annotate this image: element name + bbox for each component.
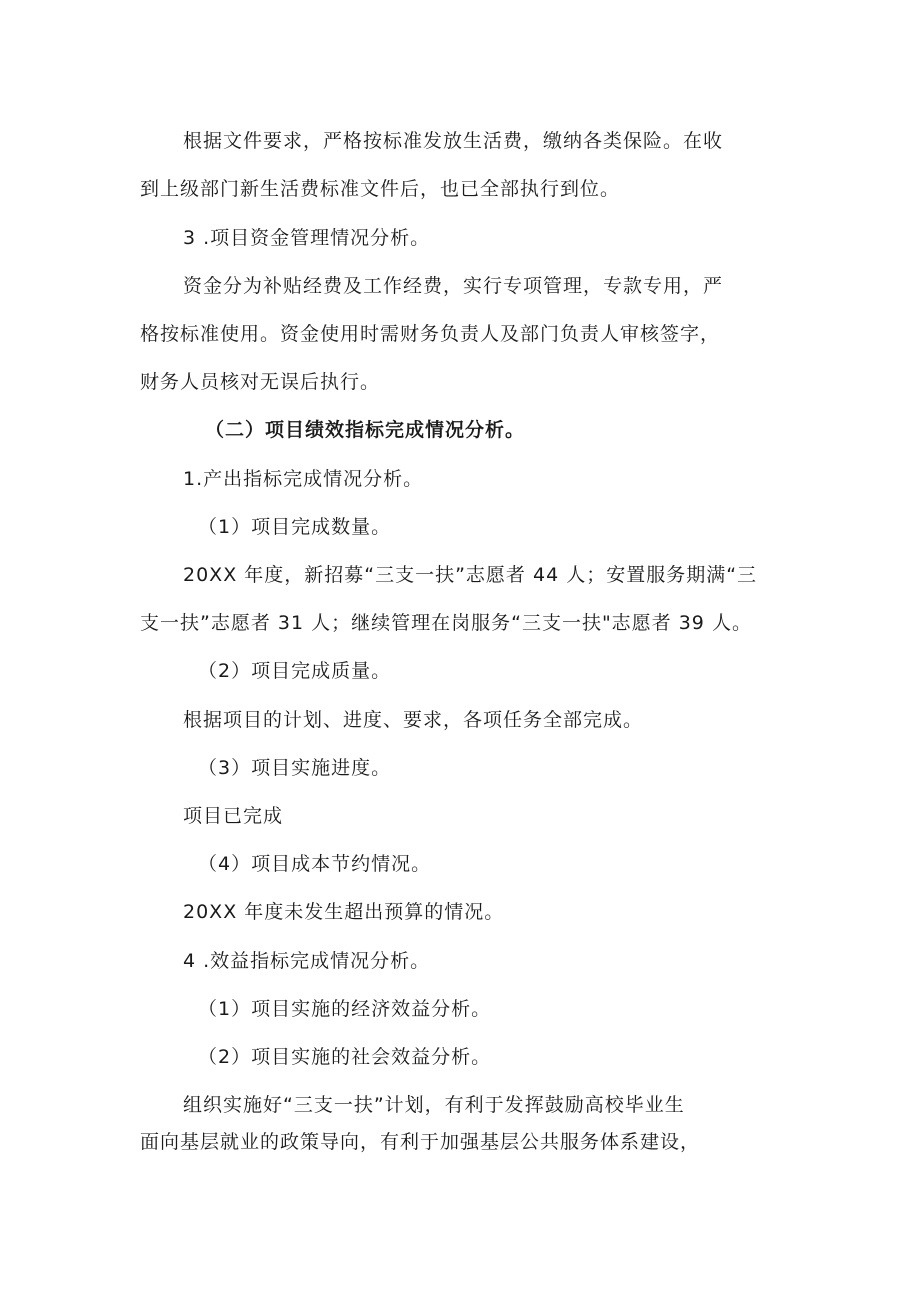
paragraph-line: 20XX 年度，新招募“三支一扶”志愿者 44 人；安置服务期满“三 [183,564,758,586]
subsection-heading: 4 .效益指标完成情况分析。 [183,950,431,972]
subsection-heading: 1.产出指标完成情况分析。 [183,468,424,490]
paragraph-line: 支一扶”志愿者 31 人；继续管理在岗服务“三支一扶"志愿者 39 人。 [140,612,752,634]
paragraph-line: 根据项目的计划、进度、要求，各项任务全部完成。 [183,709,644,731]
paragraph-line: 面向基层就业的政策导向，有利于加强基层公共服务体系建设， [140,1131,701,1153]
item-heading: （1）项目实施的经济效益分析。 [198,998,492,1020]
item-heading: （2）项目完成质量。 [198,660,392,682]
item-heading: （1）项目完成数量。 [198,516,392,538]
item-heading: （4）项目成本节约情况。 [198,853,432,875]
item-heading: （3）项目实施进度。 [198,757,392,779]
paragraph-line: 财务人员核对无误后执行。 [140,371,381,393]
paragraph-line: 组织实施好“三支一扶”计划，有利于发挥鼓励高校毕业生 [183,1094,685,1116]
paragraph-line: 根据文件要求，严格按标准发放生活费，缴纳各类保险。在收 [183,130,724,152]
paragraph-line: 到上级部门新生活费标准文件后，也已全部执行到位。 [140,178,621,200]
section-heading: （二）项目绩效指标完成情况分析。 [205,419,526,441]
paragraph-line: 项目已完成 [183,805,284,827]
paragraph-line: 格按标准使用。资金使用时需财务负责人及部门负责人审核签字， [140,323,721,345]
section-heading: 3 .项目资金管理情况分析。 [183,227,431,249]
item-heading: （2）项目实施的社会效益分析。 [198,1046,492,1068]
paragraph-line: 资金分为补贴经费及工作经费，实行专项管理，专款专用，严 [183,275,724,297]
paragraph-line: 20XX 年度未发生超出预算的情况。 [183,901,505,923]
